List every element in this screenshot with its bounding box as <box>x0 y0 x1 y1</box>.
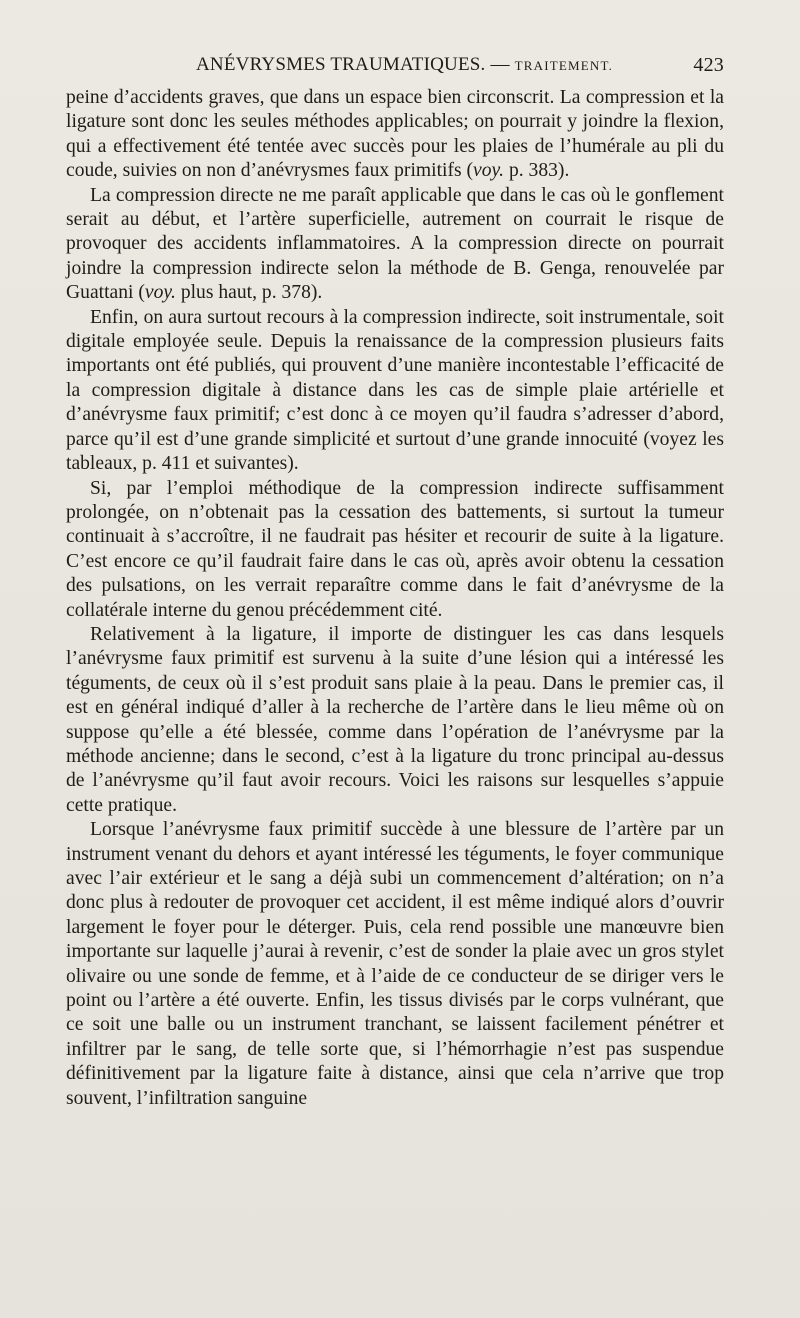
running-title <box>196 54 613 76</box>
paragraph-3: Enfin, on aura surtout recours à la compression indirecte, soit instrumentale, soit digitale employée seule. Depuis la renaissance de la compression plusieurs faits importants ont été publiés, qui prouvent d’une manière incontestable l’efficacité de la compression digitale à distance dans les cas de simple plaie artérielle et d’anévrysme faux primitif; c’est donc à ce moyen qu’il faudra s’adresser d’abord, parce qu’il est d’une grande simplicité et surtout d’une grande innocuité (voyez les tableaux, p. 411 et suivantes). <box>66 306 724 475</box>
paragraph-2: La compression directe ne me paraît applicable que dans le cas où le gonflement serait au début, et l’artère superficielle, autrement on courrait le risque de provoquer des accidents inflammatoires. A la compression directe on pourrait joindre la compression indirecte selon la méthode de B. Genga, renouvelée par Guattani (voy. plus haut, p. 378). <box>66 184 724 304</box>
section-subtitle: TRAITEMENT. <box>514 58 614 73</box>
paragraph-5: Relativement à la ligature, il importe de distinguer les cas dans lesquels l’anévrysme faux primitif est survenu à la suite d’une lésion qui a intéressé les téguments, de ceux où il s’est produit sans plaie à la peau. Dans le premier cas, il est en général indiqué d’aller à la recherche de l’artère dans le lieu même où on suppose qu’elle a été blessée, comme dans l’opération de l’anévrysme par la méthode ancienne; dans le second, c’est à la ligature du tronc principal au-dessus de l’anévrysme qu’il faut avoir recours. Voici les raisons sur lesquelles s’appuie cette pratique. <box>66 623 724 816</box>
paragraph-4: Si, par l’emploi méthodique de la compression indirecte suffisamment prolongée, on n’obtenait pas la cessation des battements, si surtout la tumeur continuait à s’accroître, il ne faudrait pas hésiter et recourir de suite à la ligature. C’est encore ce qu’il faudrait faire dans le cas où, après avoir obtenu la cessation des pulsations, on les verrait reparaître comme dans le fait d’anévrysme de la collatérale interne du genou précédemment cité. <box>66 477 724 621</box>
page-number: 423 <box>693 54 724 76</box>
paragraph-1: peine d’accidents graves, que dans un espace bien circonscrit. La compression et la ligature sont donc les seules méthodes applicables; on pourrait y joindre la flexion, qui a effectivement été tentée avec succès pour les plaies de l’humérale au pli du coude, suivies on non d’anévrysmes faux primitifs (voy. p. 383). <box>66 87 724 182</box>
title-separator: — <box>490 54 510 75</box>
chapter-title: ANÉVRYSMES TRAUMATIQUES. <box>196 54 486 75</box>
body-text <box>66 86 724 1111</box>
paragraph-6: Lorsque l’anévrysme faux primitif succède à une blessure de l’artère par un instrument venant du dehors et ayant intéressé les téguments, le foyer communique avec l’air extérieur et le sang a déjà subi un commencement d’altération; on n’a donc plus à redouter de provoquer cet accident, il est même indiqué alors d’ouvrir largement le foyer pour le déterger. Puis, cela rend possible une manœuvre bien importante sur laquelle j’aurai à revenir, c’est de sonder la plaie avec un gros stylet olivaire ou une sonde de femme, et à l’aide de ce conducteur de se diriger vers le point ou l’artère a été ouverte. Enfin, les tissus divisés par le corps vulnérant, que ce soit une balle ou un instrument tranchant, se laissent facilement pénétrer et infiltrer par le sang, de telle sorte que, si l’hémorrhagie n’est pas suspendue définitivement par la ligature faite à distance, ainsi que cela n’arrive que trop souvent, l’infiltration sanguine <box>66 819 724 1109</box>
running-header <box>66 50 724 84</box>
